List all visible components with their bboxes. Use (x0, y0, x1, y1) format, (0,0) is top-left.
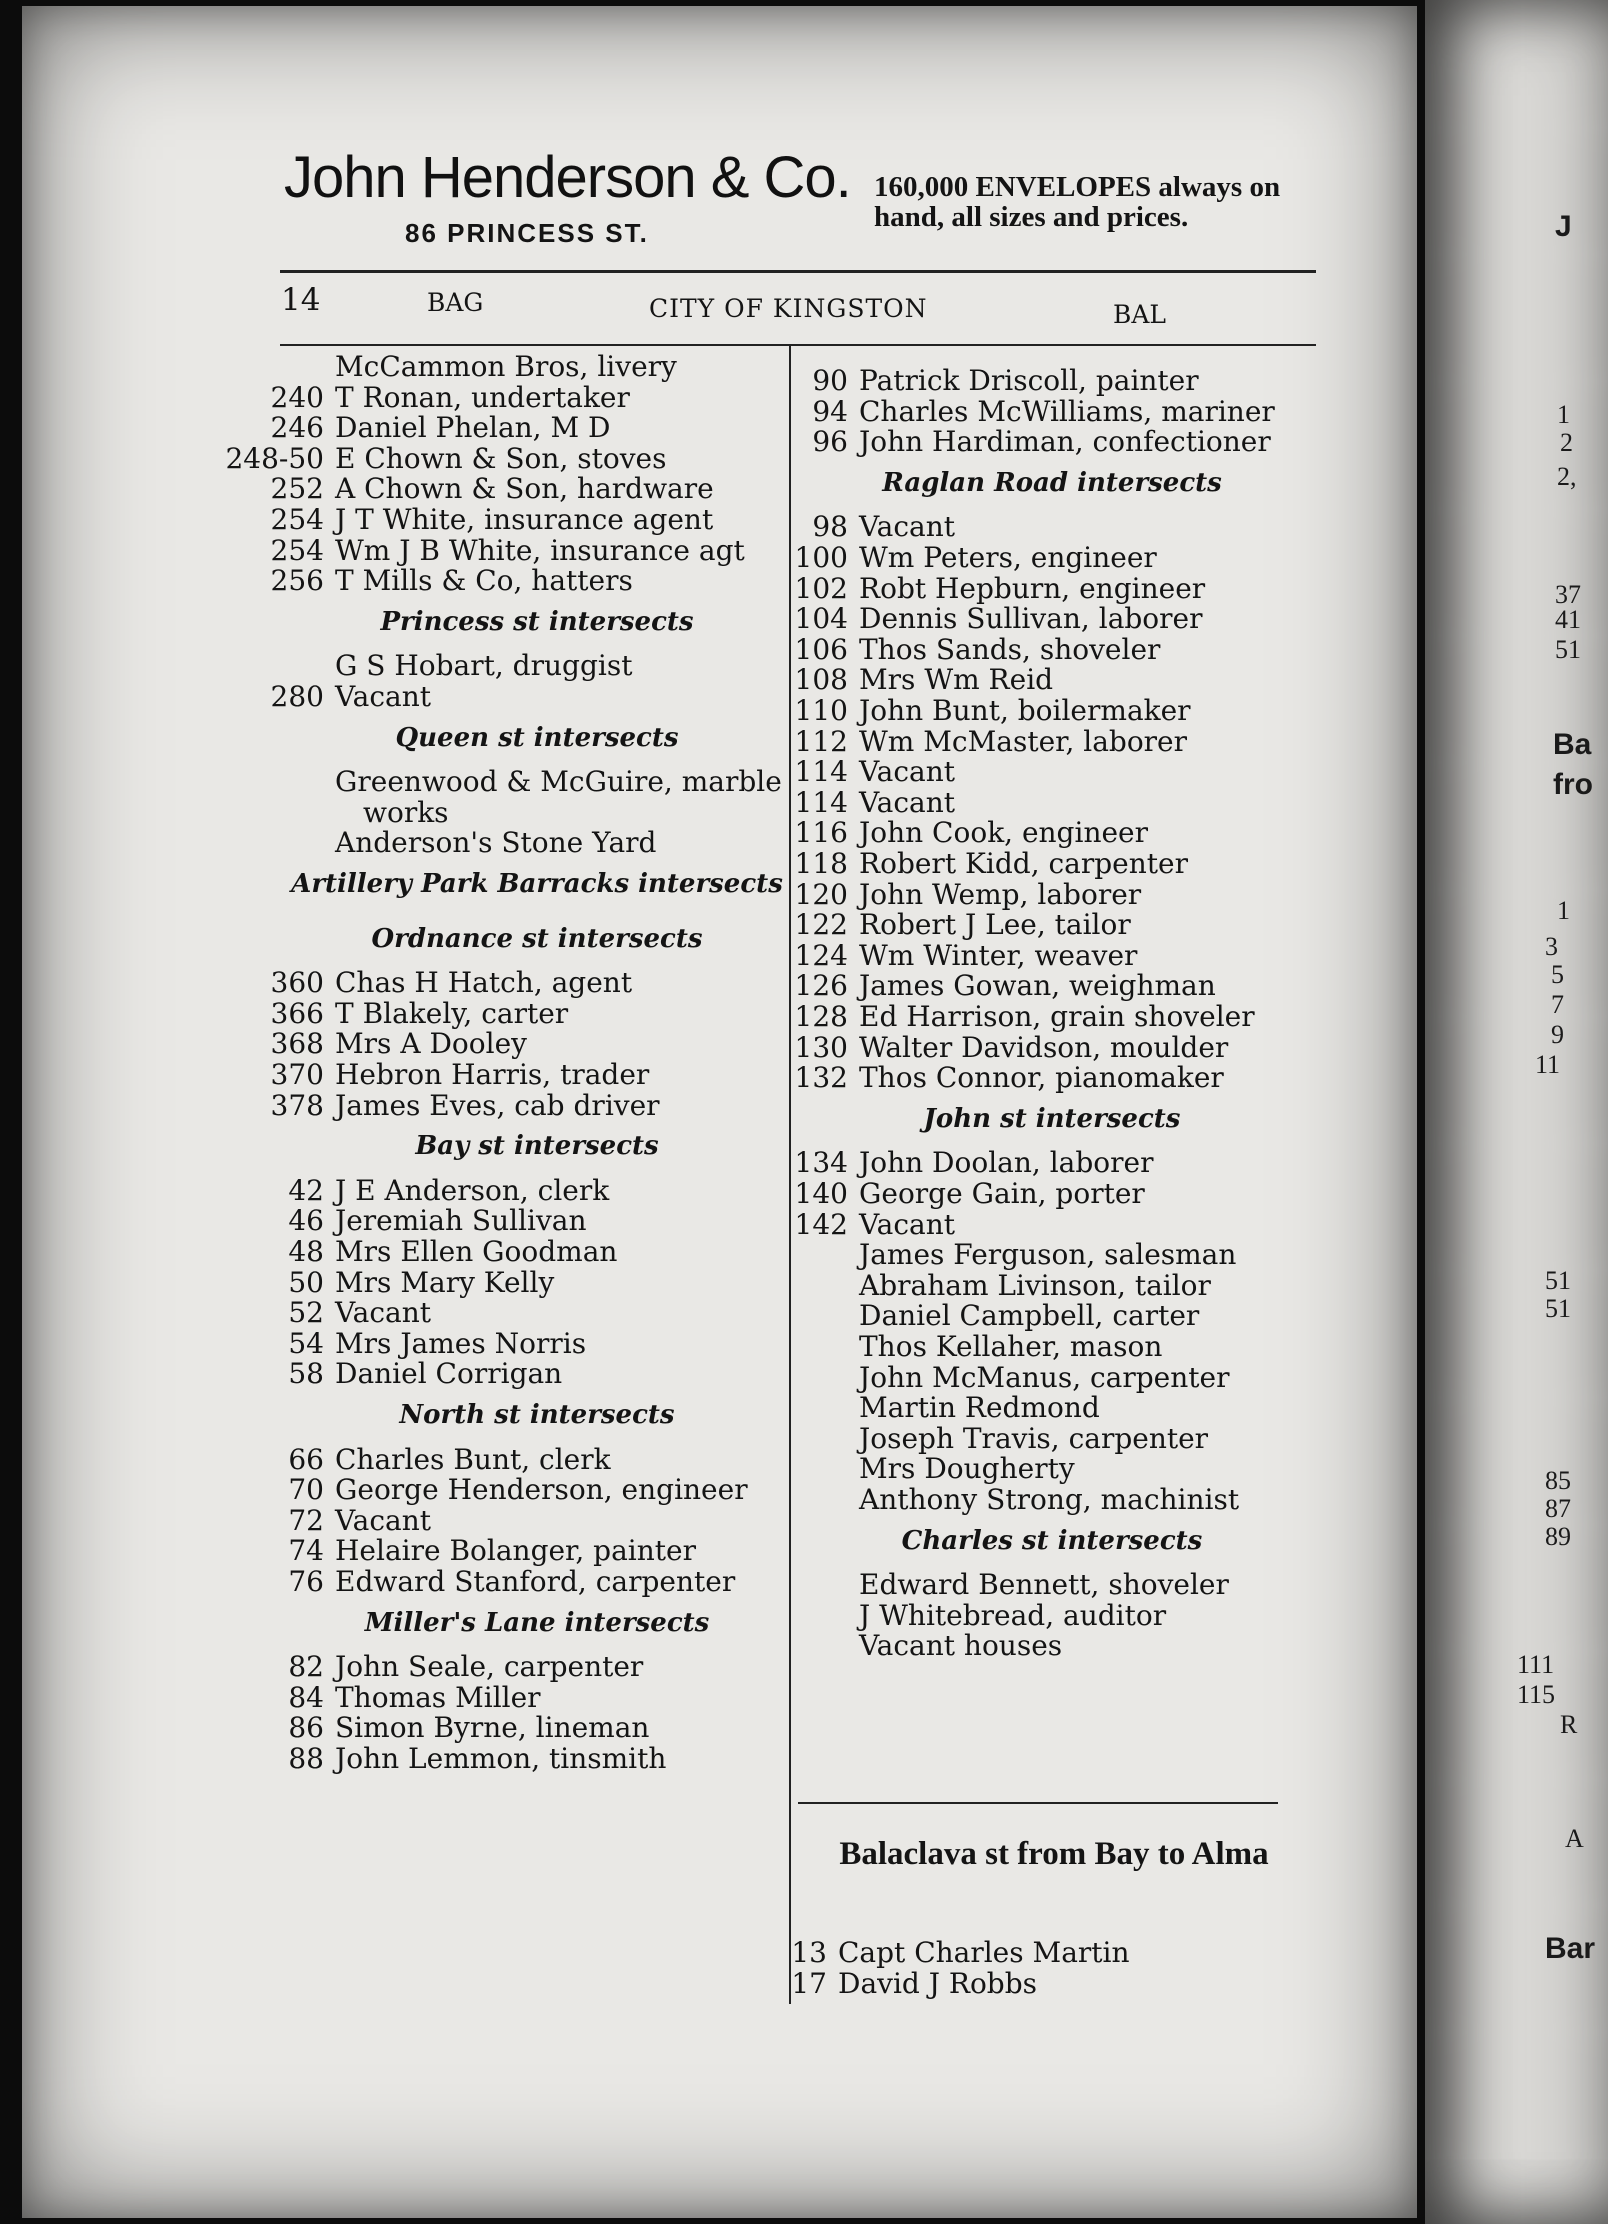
street-number: 88 (288, 1742, 324, 1775)
resident-entry: Vacant (335, 680, 432, 713)
directory-page (22, 6, 1417, 2218)
resident-entry: John Bunt, boilermaker (859, 694, 1191, 727)
street-number: 90 (812, 364, 848, 397)
resident-entry: Chas H Hatch, agent (335, 966, 633, 1000)
advertiser-address: 86 PRINCESS ST. (405, 218, 649, 248)
resident-entry: John Cook, engineer (859, 816, 1148, 850)
resident-entry: Anderson's Stone Yard (335, 826, 657, 860)
street-number: 52 (288, 1296, 324, 1330)
adjacent-page-fragment: 11 (1535, 1050, 1561, 1079)
street-number: 106 (794, 632, 848, 666)
street-number: 118 (794, 847, 848, 880)
adjacent-page-fragment: 2 (1560, 428, 1573, 457)
adjacent-page-fragment: 41 (1555, 605, 1581, 634)
resident-entry: G S Hobart, druggist (335, 649, 633, 683)
street-number: 128 (794, 1000, 848, 1033)
adjacent-page-fragment: Bar (1545, 1932, 1596, 1965)
street-number: 108 (794, 663, 848, 697)
resident-entry: Joseph Travis, carpenter (859, 1421, 1209, 1455)
street-number: 112 (794, 724, 848, 758)
street-number: 280 (270, 680, 324, 713)
resident-entry: Thos Sands, shoveler (859, 632, 1161, 666)
street-number: 240 (270, 380, 324, 414)
resident-entry: David J Robbs (838, 1966, 1038, 2000)
resident-entry: Mrs Wm Reid (859, 663, 1054, 697)
resident-entry: John Hardiman, confectioner (859, 425, 1271, 459)
resident-entry: Mrs James Norris (335, 1326, 587, 1360)
resident-entry: John Seale, carpenter (335, 1650, 644, 1684)
resident-entry: J E Anderson, clerk (335, 1173, 610, 1207)
street-number: 72 (288, 1503, 324, 1537)
adjacent-page-fragment: 115 (1517, 1680, 1556, 1709)
street-number: 124 (794, 938, 848, 972)
advertiser-name: John Henderson & Co. (284, 145, 851, 210)
resident-entry: Vacant (859, 510, 956, 544)
street-number: 13 (791, 1936, 827, 1969)
resident-entry: works (363, 795, 449, 829)
resident-entry: Mrs Ellen Goodman (335, 1235, 618, 1268)
street-number: 132 (794, 1061, 848, 1095)
street-number: 142 (794, 1207, 848, 1241)
cross-street-heading: Ordnance st intersects (371, 923, 703, 954)
resident-entry: Wm McMaster, laborer (859, 724, 1188, 758)
adjacent-page-fragment: 9 (1551, 1020, 1564, 1049)
resident-entry: Thomas Miller (335, 1680, 541, 1714)
resident-entry: T Blakely, carter (335, 996, 569, 1030)
cross-street-heading: North st intersects (399, 1400, 675, 1430)
street-number: 366 (270, 996, 324, 1030)
resident-entry: Wm Winter, weaver (859, 938, 1138, 972)
resident-entry: George Gain, porter (859, 1177, 1145, 1210)
street-number: 17 (791, 1966, 827, 2000)
resident-entry: Robert Kidd, carpenter (859, 847, 1188, 880)
cross-street-heading: John st intersects (923, 1103, 1181, 1134)
adjacent-page-strip (1425, 0, 1608, 2224)
street-number: 66 (288, 1442, 324, 1476)
resident-entry: James Eves, cab driver (335, 1088, 660, 1122)
cross-street-heading: Artillery Park Barracks intersects (291, 869, 783, 899)
resident-entry: Vacant (859, 785, 956, 819)
resident-entry: Mrs A Dooley (335, 1027, 527, 1061)
resident-entry: E Chown & Son, stoves (335, 441, 667, 475)
street-number: 110 (794, 694, 848, 727)
street-number: 74 (288, 1534, 324, 1568)
resident-entry: Vacant (859, 1207, 956, 1241)
adjacent-page-fragment: fro (1553, 768, 1593, 801)
street-number: 252 (270, 472, 324, 506)
resident-entry: T Ronan, undertaker (335, 380, 630, 414)
guide-word-left: BAG (427, 288, 484, 317)
resident-entry: Ed Harrison, grain shoveler (859, 1000, 1255, 1033)
resident-entry: J Whitebread, auditor (859, 1598, 1167, 1632)
resident-entry: John McManus, carpenter (859, 1360, 1230, 1394)
street-number: 50 (288, 1265, 324, 1299)
resident-entry: Simon Byrne, lineman (335, 1711, 650, 1745)
street-number: 48 (288, 1235, 324, 1268)
street-number: 46 (288, 1204, 324, 1238)
street-number: 104 (794, 602, 848, 636)
resident-entry: T Mills & Co, hatters (335, 564, 633, 598)
adjacent-page-fragment: 37 (1555, 580, 1581, 609)
adjacent-page-fragment: 85 (1545, 1466, 1571, 1495)
resident-entry: John Wemp, laborer (859, 877, 1142, 911)
street-number: 42 (288, 1173, 324, 1207)
adjacent-page-fragment: 1 (1557, 400, 1570, 429)
resident-entry: Edward Bennett, shoveler (859, 1568, 1229, 1602)
street-number: 140 (794, 1177, 848, 1210)
resident-entry: Charles McWilliams, mariner (859, 394, 1275, 428)
resident-entry: Thos Kellaher, mason (859, 1330, 1163, 1363)
cross-street-heading: Charles st intersects (901, 1525, 1203, 1556)
street-number: 114 (794, 755, 848, 789)
adjacent-page-fragment: 51 (1545, 1266, 1571, 1295)
adjacent-page-fragment: 87 (1545, 1494, 1571, 1523)
adjacent-page-fragment: 1 (1557, 896, 1570, 925)
cross-street-heading: Princess st intersects (380, 606, 694, 637)
street-number: 246 (270, 411, 324, 445)
cross-street-heading: Bay st intersects (415, 1131, 659, 1162)
section-listings (22, 6, 1417, 2106)
resident-entry: Daniel Phelan, M D (335, 411, 611, 445)
resident-entry: Vacant (335, 1296, 432, 1330)
adjacent-page-fragment: 51 (1545, 1294, 1571, 1323)
street-number: 54 (288, 1326, 324, 1360)
street-number: 84 (288, 1680, 324, 1714)
resident-entry: Capt Charles Martin (838, 1936, 1130, 1969)
resident-entry: Robt Hepburn, engineer (859, 571, 1206, 605)
street-number: 134 (794, 1146, 848, 1180)
page-number: 14 (281, 282, 321, 318)
street-number: 114 (794, 785, 848, 819)
resident-entry: Patrick Driscoll, painter (859, 364, 1199, 397)
resident-entry: Greenwood & McGuire, marble (335, 765, 782, 799)
adjacent-page-fragment: 3 (1545, 932, 1558, 961)
resident-entry: Hebron Harris, trader (335, 1058, 650, 1091)
running-title: CITY OF KINGSTON (649, 294, 928, 323)
resident-entry: Vacant (859, 755, 956, 789)
street-number: 378 (270, 1088, 324, 1122)
resident-entry: Helaire Bolanger, painter (335, 1534, 696, 1568)
street-number: 100 (794, 541, 848, 574)
adjacent-page-fragment: A (1565, 1824, 1584, 1853)
adjacent-page-fragment: 7 (1551, 990, 1564, 1019)
adjacent-page-fragment: 5 (1551, 960, 1564, 989)
resident-entry: Thos Connor, pianomaker (859, 1061, 1224, 1095)
resident-entry: Charles Bunt, clerk (335, 1442, 611, 1476)
resident-entry: Vacant houses (859, 1629, 1063, 1663)
street-number: 126 (794, 969, 848, 1003)
adjacent-page-fragment: 2, (1557, 462, 1577, 491)
resident-entry: Wm Peters, engineer (859, 541, 1157, 574)
resident-entry: John Doolan, laborer (859, 1146, 1154, 1180)
resident-entry: McCammon Bros, livery (335, 350, 677, 383)
adjacent-page-fragment: R (1560, 1710, 1578, 1739)
resident-entry: Martin Redmond (859, 1391, 1100, 1425)
street-number: 360 (270, 966, 324, 1000)
resident-entry: Abraham Livinson, tailor (859, 1268, 1211, 1302)
street-number: 256 (270, 564, 324, 598)
resident-entry: Anthony Strong, machinist (859, 1483, 1240, 1516)
guide-word-right: BAL (1113, 300, 1167, 329)
street-number: 96 (812, 425, 848, 459)
resident-entry: Walter Davidson, moulder (859, 1030, 1229, 1064)
resident-entry: Edward Stanford, carpenter (335, 1565, 736, 1598)
resident-entry: Mrs Dougherty (859, 1452, 1075, 1486)
cross-street-heading: Raglan Road intersects (882, 467, 1222, 498)
street-number: 86 (288, 1711, 324, 1745)
street-number: 120 (794, 877, 848, 911)
resident-entry: George Henderson, engineer (335, 1473, 748, 1507)
street-number: 130 (794, 1030, 848, 1064)
street-number: 116 (794, 816, 848, 850)
resident-entry: Wm J B White, insurance agt (335, 533, 745, 567)
street-number: 82 (288, 1650, 324, 1684)
resident-entry: Mrs Mary Kelly (335, 1265, 555, 1299)
resident-entry: Vacant (335, 1503, 432, 1537)
street-number: 58 (288, 1357, 324, 1391)
resident-entry: Daniel Campbell, carter (859, 1299, 1200, 1333)
street-number: 248-50 (225, 441, 324, 475)
adjacent-page-fragment: J (1555, 210, 1572, 243)
resident-entry: Robert J Lee, tailor (859, 908, 1131, 942)
adjacent-page-fragment: 89 (1545, 1522, 1571, 1551)
adjacent-page-fragment: 51 (1555, 635, 1581, 664)
resident-entry: Daniel Corrigan (335, 1357, 563, 1391)
street-number: 122 (794, 908, 848, 942)
resident-entry: James Ferguson, salesman (859, 1238, 1237, 1272)
street-number: 254 (270, 533, 324, 567)
street-number: 102 (794, 571, 848, 605)
resident-entry: Dennis Sullivan, laborer (859, 602, 1203, 636)
street-number: 98 (812, 510, 848, 544)
street-number: 370 (270, 1058, 324, 1091)
cross-street-heading: Miller's Lane intersects (364, 1607, 710, 1638)
street-number: 254 (270, 503, 324, 536)
street-number: 94 (812, 394, 848, 428)
street-number: 368 (270, 1027, 324, 1061)
adjacent-page-fragment: Ba (1553, 728, 1592, 761)
cross-street-heading: Queen st intersects (395, 722, 679, 753)
adjacent-page-fragment: 111 (1517, 1650, 1555, 1679)
resident-entry: A Chown & Son, hardware (335, 472, 714, 506)
advertiser-slogan: 160,000 ENVELOPES always on hand, all sizes and prices. (874, 171, 1281, 233)
resident-entry: Jeremiah Sullivan (335, 1204, 587, 1238)
street-number: 76 (288, 1565, 324, 1598)
section-title: Balaclava st from Bay to Alma (839, 1836, 1269, 1872)
resident-entry: John Lemmon, tinsmith (335, 1742, 667, 1775)
street-number: 70 (288, 1473, 324, 1507)
resident-entry: James Gowan, weighman (859, 969, 1216, 1003)
resident-entry: J T White, insurance agent (335, 503, 714, 536)
